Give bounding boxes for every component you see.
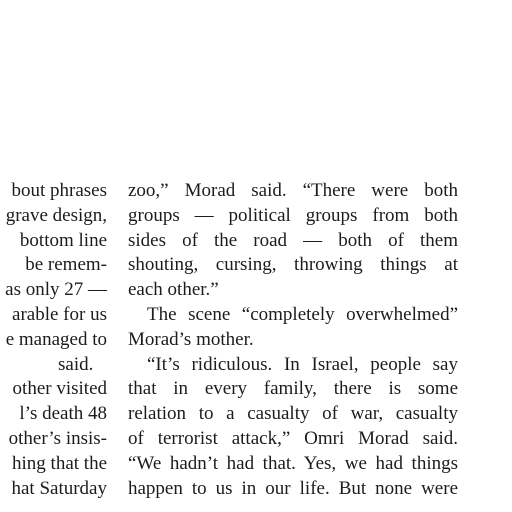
right-line-1: zoo,” Morad said. “There were both (128, 180, 458, 201)
right-line-9: that in every family, there is some (128, 378, 458, 400)
left-line-7: e managed to (5, 328, 107, 350)
left-line-1: bout phrases (11, 180, 107, 201)
left-line-13: hat Saturday (11, 477, 107, 499)
right-text-column (128, 179, 458, 501)
right-line-13: happen to us in our life. But none were (128, 477, 458, 499)
right-line-2: groups — political groups from both (128, 204, 458, 226)
left-line-3: bottom line (19, 229, 107, 251)
left-line-4: be remem- (25, 254, 107, 276)
right-line-5: each other.” (128, 279, 219, 301)
left-line-9: other visited (12, 378, 107, 400)
left-line-11: other’s insis- (8, 427, 107, 449)
left-text-column (0, 179, 107, 501)
right-line-6: The scene “completely overwhelmed” (147, 303, 458, 325)
left-line-2: grave design, (5, 204, 107, 226)
right-line-10: relation to a casualty of war, casualty (128, 403, 458, 425)
left-line-6: arable for us (12, 303, 107, 325)
right-line-3: sides of the road — both of them (128, 229, 458, 251)
left-line-12: hing that the (12, 452, 107, 474)
left-line-8: said. (58, 353, 94, 375)
right-line-4: shouting, cursing, throwing things at (128, 254, 458, 276)
right-line-11: of terrorist attack,” Omri Morad said. (128, 427, 458, 449)
left-line-5: as only 27 — (5, 279, 107, 301)
left-line-10: l’s death 48 (19, 403, 107, 425)
right-line-7: Morad’s mother. (128, 328, 254, 350)
right-line-12: “We hadn’t had that. Yes, we had things (128, 452, 458, 474)
right-line-8: “It’s ridiculous. In Israel, people say (147, 353, 458, 375)
